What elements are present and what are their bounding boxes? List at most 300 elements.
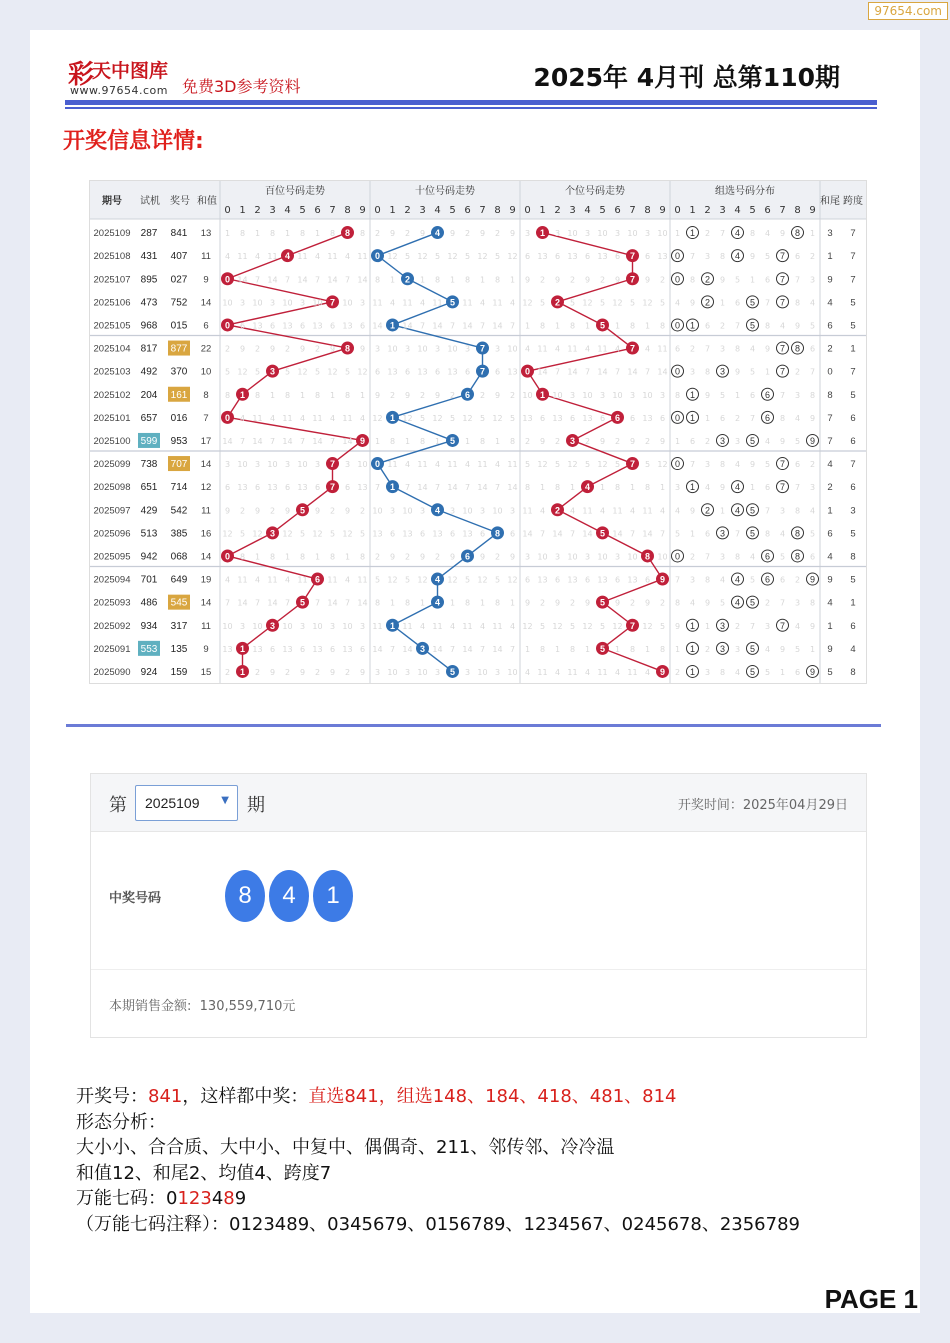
sales-label: 本期销售金额: — [109, 999, 192, 1014]
omission-value: 11 — [282, 413, 293, 423]
omission-value: 11 — [297, 252, 308, 262]
omission-value: 8 — [224, 390, 231, 400]
omission-value: 9 — [764, 344, 771, 354]
omission-value: 7 — [419, 321, 426, 331]
digit-header: 6 — [614, 205, 621, 216]
sum-cell: 15 — [200, 666, 212, 678]
omission-value: 4 — [329, 413, 336, 423]
group-ball-label: 5 — [749, 597, 756, 608]
omission-value: 10 — [477, 667, 488, 677]
omission-value: 3 — [344, 460, 351, 470]
omission-value: 11 — [447, 460, 458, 470]
omission-value: 4 — [419, 621, 426, 631]
omission-value: 4 — [749, 344, 756, 354]
omission-value: 2 — [584, 436, 591, 446]
analysis-line-1 — [76, 1084, 800, 1110]
omission-value: 10 — [492, 506, 503, 516]
group-ball-label: 1 — [689, 412, 696, 423]
omission-value: 11 — [237, 252, 248, 262]
trial-cell: 486 — [140, 597, 158, 609]
tail-cell: 1 — [827, 251, 833, 263]
omission-value: 1 — [449, 598, 456, 608]
digit-header: 1 — [539, 205, 546, 216]
omission-value: 8 — [404, 598, 411, 608]
omission-value: 9 — [479, 552, 486, 562]
omission-value: 1 — [359, 390, 366, 400]
omission-value: 14 — [552, 529, 563, 539]
omission-value: 1 — [704, 621, 711, 631]
omission-value: 5 — [809, 529, 816, 539]
omission-value: 10 — [627, 552, 638, 562]
omission-value: 9 — [584, 275, 591, 285]
omission-value: 1 — [509, 598, 516, 608]
omission-value: 6 — [629, 413, 636, 423]
omission-value: 7 — [704, 552, 711, 562]
omission-value: 5 — [809, 321, 816, 331]
omission-value: 1 — [419, 598, 426, 608]
trend-ball-label: 7 — [629, 343, 636, 354]
sum-cell: 14 — [200, 597, 212, 609]
omission-value: 2 — [569, 598, 576, 608]
omission-value: 13 — [252, 644, 263, 654]
omission-value: 14 — [612, 529, 623, 539]
omission-value: 14 — [222, 436, 233, 446]
span-cell: 8 — [850, 551, 856, 563]
omission-value: 14 — [567, 367, 578, 377]
omission-value: 12 — [612, 298, 623, 308]
omission-value: 4 — [734, 460, 741, 470]
omission-value: 1 — [224, 229, 231, 239]
group-ball-label: 4 — [734, 251, 741, 262]
trend-ball-label: 8 — [344, 343, 351, 354]
omission-value: 3 — [704, 667, 711, 677]
tail-cell: 1 — [827, 620, 833, 632]
tail-cell: 2 — [827, 482, 833, 494]
omission-value: 6 — [509, 529, 516, 539]
group-ball-label: 1 — [689, 643, 696, 654]
omission-value: 7 — [779, 598, 786, 608]
omission-value: 2 — [599, 275, 606, 285]
omission-value: 3 — [674, 483, 681, 493]
group-ball-label: 5 — [749, 320, 756, 331]
omission-value: 2 — [644, 436, 651, 446]
omission-value: 6 — [674, 344, 681, 354]
trend-ball-label: 5 — [449, 666, 456, 677]
omission-value: 2 — [284, 344, 291, 354]
omission-value: 6 — [464, 367, 471, 377]
omission-value: 10 — [642, 390, 653, 400]
omission-value: 12 — [597, 460, 608, 470]
trial-cell: 473 — [140, 297, 158, 309]
omission-value: 7 — [569, 529, 576, 539]
digit-header: 1 — [389, 205, 396, 216]
trend-ball-label: 3 — [269, 620, 276, 631]
omission-value: 9 — [329, 667, 336, 677]
omission-value: 5 — [419, 413, 426, 423]
omission-value: 8 — [674, 390, 681, 400]
omission-value: 4 — [779, 321, 786, 331]
omission-value: 7 — [509, 321, 516, 331]
omission-value: 9 — [599, 436, 606, 446]
omission-value: 10 — [447, 344, 458, 354]
sum-cell: 19 — [200, 574, 212, 586]
omission-value: 2 — [224, 344, 231, 354]
tail-cell: 4 — [827, 551, 833, 563]
omission-value: 4 — [464, 460, 471, 470]
omission-value: 8 — [299, 552, 306, 562]
omission-value: 7 — [779, 390, 786, 400]
omission-value: 3 — [689, 575, 696, 585]
digit-header: 7 — [329, 205, 336, 216]
digit-header: 7 — [479, 205, 486, 216]
omission-value: 7 — [269, 436, 276, 446]
omission-value: 6 — [344, 483, 351, 493]
omission-value: 6 — [254, 483, 261, 493]
trial-cell: 738 — [140, 459, 158, 471]
span-cell: 5 — [850, 389, 856, 401]
issue-cell: 2025096 — [93, 528, 131, 540]
omission-value: 14 — [372, 321, 383, 331]
trend-ball-label: 2 — [554, 505, 561, 516]
omission-value: 10 — [222, 298, 233, 308]
omission-value: 8 — [329, 552, 336, 562]
omission-value: 5 — [254, 367, 261, 377]
trend-ball-label: 0 — [224, 274, 231, 285]
omission-value: 7 — [764, 298, 771, 308]
omission-value: 13 — [342, 644, 353, 654]
omission-value: 9 — [419, 552, 426, 562]
win-cell: 385 — [170, 528, 188, 540]
omission-value: 6 — [554, 575, 561, 585]
omission-value: 14 — [342, 436, 353, 446]
omission-value: 7 — [449, 644, 456, 654]
omission-value: 3 — [734, 436, 741, 446]
omission-value: 8 — [419, 436, 426, 446]
group-ball-label: 0 — [674, 459, 681, 470]
omission-value: 2 — [659, 275, 666, 285]
omission-value: 3 — [389, 506, 396, 516]
omission-value: 1 — [524, 644, 531, 654]
omission-value: 4 — [254, 252, 261, 262]
omission-value: 4 — [344, 252, 351, 262]
digit-header: 0 — [224, 205, 231, 216]
omission-value: 13 — [522, 413, 533, 423]
tail-cell: 8 — [827, 389, 833, 401]
omission-value: 6 — [764, 483, 771, 493]
issue-cell: 2025090 — [93, 666, 131, 678]
omission-value: 11 — [462, 621, 473, 631]
omission-value: 7 — [584, 367, 591, 377]
issue-cell: 2025092 — [93, 620, 131, 632]
logo-url: www.97654.com — [70, 84, 168, 97]
omission-value: 12 — [537, 460, 548, 470]
omission-value: 1 — [584, 321, 591, 331]
omission-value: 14 — [597, 367, 608, 377]
omission-value: 14 — [237, 275, 248, 285]
omission-value: 12 — [522, 298, 533, 308]
omission-value: 6 — [569, 413, 576, 423]
omission-value: 8 — [464, 598, 471, 608]
omission-value: 7 — [404, 483, 411, 493]
omission-value: 5 — [599, 621, 606, 631]
omission-value: 3 — [584, 552, 591, 562]
omission-value: 1 — [644, 321, 651, 331]
group-ball-label: 3 — [719, 528, 726, 539]
omission-value: 7 — [554, 367, 561, 377]
trend-ball-label: 7 — [629, 274, 636, 285]
omission-value: 5 — [734, 275, 741, 285]
omission-value: 6 — [809, 552, 816, 562]
omission-value: 3 — [284, 460, 291, 470]
omission-value: 7 — [734, 321, 741, 331]
tail-cell: 2 — [827, 343, 833, 355]
omission-value: 8 — [614, 483, 621, 493]
omission-value: 7 — [254, 598, 261, 608]
omission-value: 5 — [284, 367, 291, 377]
omission-value: 5 — [764, 460, 771, 470]
span-cell: 5 — [850, 574, 856, 586]
tail-cell: 7 — [827, 412, 833, 424]
omission-value: 13 — [642, 413, 653, 423]
omission-value: 1 — [509, 275, 516, 285]
omission-value: 6 — [614, 575, 621, 585]
omission-value: 5 — [644, 460, 651, 470]
omission-value: 11 — [582, 506, 593, 516]
group-ball-label: 0 — [674, 274, 681, 285]
trend-ball-label: 7 — [329, 297, 336, 308]
omission-value: 9 — [434, 390, 441, 400]
trend-ball-label: 0 — [224, 412, 231, 423]
tail-cell: 7 — [827, 435, 833, 447]
omission-value: 13 — [597, 575, 608, 585]
omission-value: 12 — [252, 529, 263, 539]
omission-value: 14 — [522, 529, 533, 539]
omission-value: 1 — [704, 413, 711, 423]
analysis-text: 开奖号： — [76, 1086, 148, 1107]
digit-header: 3 — [419, 205, 426, 216]
omission-value: 4 — [614, 344, 621, 354]
omission-value: 3 — [314, 460, 321, 470]
issue-select[interactable] — [135, 785, 238, 821]
omission-value: 2 — [794, 575, 801, 585]
omission-value: 8 — [764, 321, 771, 331]
omission-value: 11 — [357, 575, 368, 585]
omission-value: 8 — [539, 644, 546, 654]
digit-header: 5 — [449, 205, 456, 216]
omission-value: 14 — [402, 644, 413, 654]
span-cell: 4 — [850, 643, 856, 655]
digit-header: 4 — [434, 205, 441, 216]
omission-value: 3 — [239, 621, 246, 631]
trend-ball-label: 7 — [479, 366, 486, 377]
omission-value: 1 — [389, 598, 396, 608]
omission-value: 3 — [794, 598, 801, 608]
omission-value: 14 — [327, 598, 338, 608]
omission-value: 13 — [312, 644, 323, 654]
trend-ball-label: 6 — [464, 389, 471, 400]
tail-cell: 3 — [827, 228, 833, 240]
omission-value: 6 — [359, 644, 366, 654]
omission-value: 5 — [449, 413, 456, 423]
omission-value: 8 — [809, 390, 816, 400]
omission-value: 2 — [704, 436, 711, 446]
tail-cell: 4 — [827, 597, 833, 609]
trend-ball-label: 6 — [464, 551, 471, 562]
trend-line — [393, 602, 438, 625]
omission-value: 11 — [492, 298, 503, 308]
omission-value: 4 — [554, 344, 561, 354]
omission-value: 13 — [222, 644, 233, 654]
trial-cell: 492 — [140, 366, 158, 378]
trial-cell: 968 — [140, 320, 158, 332]
tagline: 免费3D参考资料 — [182, 77, 301, 96]
group-ball-label: 0 — [674, 412, 681, 423]
header-rule — [65, 100, 877, 105]
omission-value: 2 — [404, 229, 411, 239]
omission-value: 7 — [764, 506, 771, 516]
omission-value: 11 — [267, 575, 278, 585]
sum-cell: 8 — [203, 389, 209, 401]
omission-value: 10 — [657, 229, 668, 239]
group-ball-label: 1 — [689, 228, 696, 239]
omission-value: 11 — [357, 252, 368, 262]
omission-value: 9 — [644, 275, 651, 285]
issue-cell: 2025094 — [93, 574, 131, 586]
omission-value: 9 — [629, 436, 636, 446]
trend-ball-label: 1 — [239, 666, 246, 677]
omission-value: 10 — [357, 460, 368, 470]
omission-value: 3 — [659, 390, 666, 400]
omission-value: 14 — [357, 275, 368, 285]
omission-value: 4 — [659, 506, 666, 516]
win-cell: 016 — [170, 412, 188, 424]
omission-value: 2 — [449, 390, 456, 400]
omission-value: 3 — [359, 298, 366, 308]
analysis-combos: 直选841，组选148、184、418、481、814 — [308, 1086, 677, 1107]
omission-value: 3 — [764, 621, 771, 631]
omission-value: 5 — [494, 575, 501, 585]
omission-value: 4 — [509, 621, 516, 631]
omission-value: 3 — [494, 667, 501, 677]
digit-header: 9 — [509, 205, 516, 216]
omission-value: 4 — [794, 413, 801, 423]
omission-value: 11 — [327, 252, 338, 262]
digit-header: 4 — [734, 205, 741, 216]
omission-value: 10 — [237, 460, 248, 470]
digit-header: 7 — [779, 205, 786, 216]
sum-cell: 22 — [200, 343, 212, 355]
issue-cell: 2025105 — [93, 320, 131, 332]
trend-ball-label: 5 — [599, 320, 606, 331]
omission-value: 9 — [674, 621, 681, 631]
omission-value: 8 — [569, 321, 576, 331]
trend-ball-label: 1 — [539, 228, 546, 239]
win-cell: 752 — [170, 297, 188, 309]
omission-value: 4 — [434, 460, 441, 470]
digit-header: 0 — [524, 205, 531, 216]
omission-value: 8 — [479, 436, 486, 446]
omission-value: 6 — [224, 483, 231, 493]
omission-value: 4 — [569, 506, 576, 516]
omission-value: 7 — [434, 483, 441, 493]
omission-value: 2 — [479, 390, 486, 400]
omission-value: 11 — [462, 298, 473, 308]
omission-value: 14 — [432, 321, 443, 331]
digit-header: 2 — [404, 205, 411, 216]
omission-value: 12 — [582, 621, 593, 631]
omission-value: 12 — [312, 529, 323, 539]
section-title: 开奖信息详情: — [63, 129, 204, 154]
omission-value: 4 — [449, 621, 456, 631]
group-ball-label: 8 — [794, 551, 801, 562]
omission-value: 6 — [269, 321, 276, 331]
omission-value: 12 — [297, 367, 308, 377]
omission-value: 1 — [344, 552, 351, 562]
omission-value: 7 — [734, 529, 741, 539]
omission-value: 2 — [704, 229, 711, 239]
omission-value: 2 — [674, 667, 681, 677]
trend-ball-label: 7 — [629, 620, 636, 631]
win-cell: 953 — [170, 435, 188, 447]
column-header-issue: 期号 — [102, 196, 122, 207]
issue-select-value: 2025109 — [145, 795, 200, 811]
omission-value: 9 — [524, 275, 531, 285]
sum-cell: 11 — [201, 251, 211, 263]
omission-value: 11 — [492, 621, 503, 631]
omission-value: 13 — [252, 321, 263, 331]
omission-value: 2 — [569, 275, 576, 285]
omission-value: 5 — [359, 529, 366, 539]
omission-value: 4 — [509, 298, 516, 308]
omission-value: 11 — [372, 621, 383, 631]
omission-value: 5 — [299, 529, 306, 539]
omission-value: 8 — [374, 275, 381, 285]
omission-value: 1 — [719, 506, 726, 516]
digit-header: 9 — [809, 205, 816, 216]
omission-value: 1 — [674, 436, 681, 446]
issue-cell: 2025104 — [93, 343, 131, 355]
omission-value: 1 — [419, 275, 426, 285]
omission-value: 4 — [629, 506, 636, 516]
issue-cell: 2025095 — [93, 551, 131, 563]
omission-value: 12 — [462, 413, 473, 423]
omission-value: 2 — [314, 344, 321, 354]
omission-value: 8 — [794, 298, 801, 308]
span-cell: 7 — [850, 366, 856, 378]
omission-value: 8 — [494, 598, 501, 608]
span-cell: 7 — [850, 274, 856, 286]
omission-value: 3 — [224, 460, 231, 470]
column-header-sum: 和值 — [197, 196, 217, 207]
omission-value: 3 — [329, 621, 336, 631]
issue-cell: 2025093 — [93, 597, 131, 609]
omission-value: 6 — [494, 367, 501, 377]
omission-value: 6 — [644, 252, 651, 262]
omission-value: 13 — [387, 367, 398, 377]
trend-chart-svg — [90, 181, 867, 684]
win-cell: 407 — [170, 251, 188, 263]
omission-value: 14 — [582, 529, 593, 539]
omission-value: 10 — [627, 229, 638, 239]
omission-value: 3 — [404, 344, 411, 354]
omission-value: 13 — [507, 367, 518, 377]
win-balls — [225, 870, 353, 922]
digit-header: 3 — [269, 205, 276, 216]
omission-value: 10 — [297, 460, 308, 470]
omission-value: 2 — [434, 552, 441, 562]
column-header-units: 个位号码走势 — [565, 186, 625, 197]
omission-value: 9 — [719, 275, 726, 285]
